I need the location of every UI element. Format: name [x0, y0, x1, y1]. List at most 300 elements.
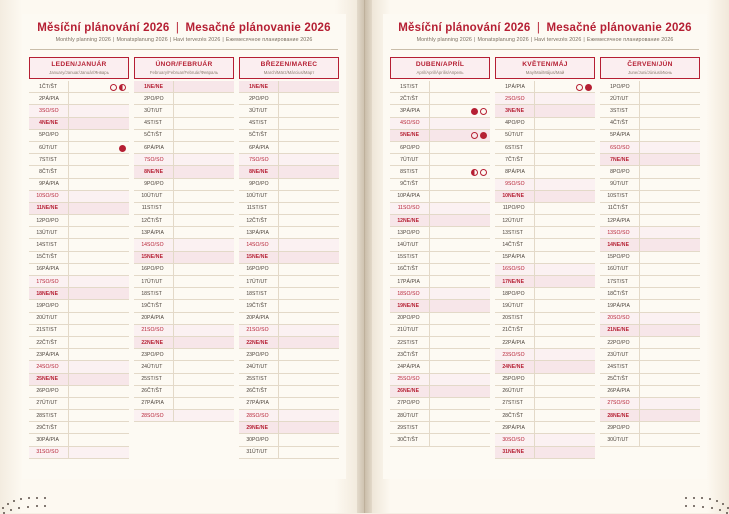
note-cell[interactable]: [69, 154, 130, 166]
table-row[interactable]: [495, 81, 595, 93]
table-row[interactable]: [495, 385, 595, 397]
table-row[interactable]: [495, 422, 595, 434]
note-cell[interactable]: [69, 93, 130, 105]
table-row[interactable]: [239, 141, 339, 153]
note-cell[interactable]: [279, 397, 340, 409]
note-cell[interactable]: [279, 300, 340, 312]
table-row[interactable]: [495, 373, 595, 385]
note-cell[interactable]: [430, 422, 491, 434]
note-cell[interactable]: [174, 251, 235, 263]
table-row[interactable]: [29, 336, 129, 348]
note-cell[interactable]: [640, 300, 701, 312]
note-cell[interactable]: [640, 312, 701, 324]
table-row[interactable]: [600, 324, 700, 336]
table-row[interactable]: [495, 239, 595, 251]
table-row[interactable]: [495, 312, 595, 324]
note-cell[interactable]: [535, 166, 596, 178]
note-cell[interactable]: [174, 312, 235, 324]
note-cell[interactable]: [69, 312, 130, 324]
note-cell[interactable]: [174, 349, 235, 361]
table-row[interactable]: [29, 263, 129, 275]
note-cell[interactable]: [640, 190, 701, 202]
table-row[interactable]: [495, 336, 595, 348]
table-row[interactable]: [600, 410, 700, 422]
table-row[interactable]: [495, 288, 595, 300]
table-row[interactable]: [495, 129, 595, 141]
note-cell[interactable]: [174, 324, 235, 336]
note-cell[interactable]: [640, 422, 701, 434]
table-row[interactable]: [390, 276, 490, 288]
note-cell[interactable]: [430, 215, 491, 227]
table-row[interactable]: [600, 215, 700, 227]
table-row[interactable]: [390, 117, 490, 129]
table-row[interactable]: [29, 446, 129, 458]
note-cell[interactable]: [430, 117, 491, 129]
table-row[interactable]: [495, 276, 595, 288]
note-cell[interactable]: [640, 227, 701, 239]
table-row[interactable]: [495, 154, 595, 166]
note-cell[interactable]: [69, 324, 130, 336]
note-cell[interactable]: [640, 105, 701, 117]
note-cell[interactable]: [69, 141, 130, 153]
table-row[interactable]: [390, 288, 490, 300]
note-cell[interactable]: [279, 154, 340, 166]
note-cell[interactable]: [174, 288, 235, 300]
note-cell[interactable]: [535, 202, 596, 214]
table-row[interactable]: [239, 178, 339, 190]
note-cell[interactable]: [535, 410, 596, 422]
note-cell[interactable]: [279, 446, 340, 458]
table-row[interactable]: [600, 178, 700, 190]
note-cell[interactable]: [279, 373, 340, 385]
table-row[interactable]: [495, 166, 595, 178]
note-cell[interactable]: [69, 215, 130, 227]
note-cell[interactable]: [535, 227, 596, 239]
note-cell[interactable]: [430, 385, 491, 397]
table-row[interactable]: [134, 202, 234, 214]
note-cell[interactable]: [69, 117, 130, 129]
note-cell[interactable]: [535, 422, 596, 434]
note-cell[interactable]: [535, 251, 596, 263]
table-row[interactable]: [239, 300, 339, 312]
note-cell[interactable]: [430, 312, 491, 324]
note-cell[interactable]: [69, 276, 130, 288]
table-row[interactable]: [600, 276, 700, 288]
note-cell[interactable]: [535, 154, 596, 166]
table-row[interactable]: [390, 349, 490, 361]
table-row[interactable]: [600, 288, 700, 300]
note-cell[interactable]: [69, 166, 130, 178]
table-row[interactable]: [134, 288, 234, 300]
table-row[interactable]: [495, 410, 595, 422]
table-row[interactable]: [239, 81, 339, 93]
table-row[interactable]: [239, 385, 339, 397]
table-row[interactable]: [390, 141, 490, 153]
table-row[interactable]: [29, 373, 129, 385]
note-cell[interactable]: [430, 190, 491, 202]
note-cell[interactable]: [174, 227, 235, 239]
table-row[interactable]: [390, 178, 490, 190]
table-row[interactable]: [134, 300, 234, 312]
table-row[interactable]: [29, 385, 129, 397]
table-row[interactable]: [239, 312, 339, 324]
table-row[interactable]: [600, 154, 700, 166]
note-cell[interactable]: [174, 336, 235, 348]
table-row[interactable]: [390, 385, 490, 397]
note-cell[interactable]: [174, 276, 235, 288]
note-cell[interactable]: [279, 190, 340, 202]
note-cell[interactable]: [174, 263, 235, 275]
note-cell[interactable]: [535, 81, 596, 93]
note-cell[interactable]: [640, 178, 701, 190]
table-row[interactable]: [600, 129, 700, 141]
note-cell[interactable]: [279, 166, 340, 178]
note-cell[interactable]: [69, 263, 130, 275]
table-row[interactable]: [495, 397, 595, 409]
table-row[interactable]: [600, 336, 700, 348]
table-row[interactable]: [239, 154, 339, 166]
note-cell[interactable]: [640, 288, 701, 300]
note-cell[interactable]: [279, 288, 340, 300]
table-row[interactable]: [600, 239, 700, 251]
table-row[interactable]: [239, 117, 339, 129]
table-row[interactable]: [239, 373, 339, 385]
table-row[interactable]: [134, 263, 234, 275]
table-row[interactable]: [390, 324, 490, 336]
table-row[interactable]: [390, 300, 490, 312]
note-cell[interactable]: [279, 324, 340, 336]
note-cell[interactable]: [174, 105, 235, 117]
note-cell[interactable]: [279, 178, 340, 190]
table-row[interactable]: [134, 336, 234, 348]
note-cell[interactable]: [535, 263, 596, 275]
table-row[interactable]: [495, 263, 595, 275]
note-cell[interactable]: [430, 251, 491, 263]
note-cell[interactable]: [279, 141, 340, 153]
table-row[interactable]: [390, 81, 490, 93]
note-cell[interactable]: [535, 324, 596, 336]
table-row[interactable]: [600, 349, 700, 361]
table-row[interactable]: [239, 215, 339, 227]
note-cell[interactable]: [430, 227, 491, 239]
note-cell[interactable]: [279, 202, 340, 214]
table-row[interactable]: [239, 93, 339, 105]
note-cell[interactable]: [174, 141, 235, 153]
note-cell[interactable]: [430, 178, 491, 190]
note-cell[interactable]: [279, 410, 340, 422]
table-row[interactable]: [495, 349, 595, 361]
note-cell[interactable]: [69, 434, 130, 446]
note-cell[interactable]: [69, 178, 130, 190]
note-cell[interactable]: [279, 349, 340, 361]
table-row[interactable]: [29, 154, 129, 166]
note-cell[interactable]: [174, 373, 235, 385]
table-row[interactable]: [134, 397, 234, 409]
table-row[interactable]: [495, 93, 595, 105]
table-row[interactable]: [495, 324, 595, 336]
table-row[interactable]: [134, 227, 234, 239]
note-cell[interactable]: [279, 105, 340, 117]
table-row[interactable]: [134, 154, 234, 166]
note-cell[interactable]: [430, 141, 491, 153]
note-cell[interactable]: [69, 397, 130, 409]
table-row[interactable]: [239, 336, 339, 348]
table-row[interactable]: [239, 129, 339, 141]
note-cell[interactable]: [279, 276, 340, 288]
table-row[interactable]: [390, 422, 490, 434]
table-row[interactable]: [239, 446, 339, 458]
table-row[interactable]: [600, 434, 700, 446]
table-row[interactable]: [390, 312, 490, 324]
table-row[interactable]: [600, 166, 700, 178]
note-cell[interactable]: [69, 227, 130, 239]
note-cell[interactable]: [430, 434, 491, 446]
table-row[interactable]: [29, 434, 129, 446]
note-cell[interactable]: [430, 154, 491, 166]
note-cell[interactable]: [640, 129, 701, 141]
note-cell[interactable]: [430, 373, 491, 385]
note-cell[interactable]: [430, 349, 491, 361]
table-row[interactable]: [134, 251, 234, 263]
table-row[interactable]: [390, 129, 490, 141]
note-cell[interactable]: [174, 300, 235, 312]
note-cell[interactable]: [430, 324, 491, 336]
table-row[interactable]: [495, 251, 595, 263]
note-cell[interactable]: [279, 129, 340, 141]
table-row[interactable]: [239, 288, 339, 300]
note-cell[interactable]: [535, 129, 596, 141]
table-row[interactable]: [495, 300, 595, 312]
table-row[interactable]: [390, 190, 490, 202]
note-cell[interactable]: [430, 166, 491, 178]
table-row[interactable]: [390, 166, 490, 178]
note-cell[interactable]: [640, 93, 701, 105]
table-row[interactable]: [134, 385, 234, 397]
note-cell[interactable]: [174, 81, 235, 93]
table-row[interactable]: [134, 190, 234, 202]
note-cell[interactable]: [69, 251, 130, 263]
table-row[interactable]: [29, 202, 129, 214]
note-cell[interactable]: [69, 190, 130, 202]
note-cell[interactable]: [535, 336, 596, 348]
note-cell[interactable]: [430, 239, 491, 251]
table-row[interactable]: [239, 263, 339, 275]
note-cell[interactable]: [430, 336, 491, 348]
note-cell[interactable]: [535, 385, 596, 397]
note-cell[interactable]: [69, 361, 130, 373]
note-cell[interactable]: [279, 312, 340, 324]
note-cell[interactable]: [69, 288, 130, 300]
note-cell[interactable]: [174, 202, 235, 214]
table-row[interactable]: [600, 81, 700, 93]
table-row[interactable]: [390, 251, 490, 263]
note-cell[interactable]: [430, 93, 491, 105]
table-row[interactable]: [495, 446, 595, 458]
note-cell[interactable]: [640, 361, 701, 373]
note-cell[interactable]: [430, 300, 491, 312]
table-row[interactable]: [390, 263, 490, 275]
table-row[interactable]: [239, 349, 339, 361]
table-row[interactable]: [600, 373, 700, 385]
table-row[interactable]: [390, 154, 490, 166]
note-cell[interactable]: [535, 105, 596, 117]
note-cell[interactable]: [535, 239, 596, 251]
note-cell[interactable]: [535, 288, 596, 300]
table-row[interactable]: [600, 202, 700, 214]
table-row[interactable]: [390, 239, 490, 251]
table-row[interactable]: [134, 410, 234, 422]
table-row[interactable]: [29, 288, 129, 300]
note-cell[interactable]: [535, 276, 596, 288]
table-row[interactable]: [134, 239, 234, 251]
table-row[interactable]: [600, 361, 700, 373]
table-row[interactable]: [29, 105, 129, 117]
note-cell[interactable]: [69, 81, 130, 93]
table-row[interactable]: [134, 312, 234, 324]
note-cell[interactable]: [69, 446, 130, 458]
table-row[interactable]: [239, 239, 339, 251]
note-cell[interactable]: [69, 202, 130, 214]
note-cell[interactable]: [535, 178, 596, 190]
note-cell[interactable]: [640, 397, 701, 409]
note-cell[interactable]: [640, 434, 701, 446]
table-row[interactable]: [239, 410, 339, 422]
note-cell[interactable]: [535, 141, 596, 153]
table-row[interactable]: [600, 385, 700, 397]
note-cell[interactable]: [430, 129, 491, 141]
note-cell[interactable]: [69, 422, 130, 434]
note-cell[interactable]: [640, 215, 701, 227]
note-cell[interactable]: [279, 263, 340, 275]
note-cell[interactable]: [279, 361, 340, 373]
note-cell[interactable]: [174, 410, 235, 422]
table-row[interactable]: [134, 178, 234, 190]
note-cell[interactable]: [69, 105, 130, 117]
note-cell[interactable]: [279, 239, 340, 251]
note-cell[interactable]: [69, 349, 130, 361]
table-row[interactable]: [390, 227, 490, 239]
note-cell[interactable]: [69, 385, 130, 397]
table-row[interactable]: [134, 81, 234, 93]
table-row[interactable]: [239, 227, 339, 239]
table-row[interactable]: [495, 361, 595, 373]
table-row[interactable]: [239, 251, 339, 263]
note-cell[interactable]: [640, 117, 701, 129]
table-row[interactable]: [239, 166, 339, 178]
note-cell[interactable]: [174, 154, 235, 166]
table-row[interactable]: [495, 227, 595, 239]
table-row[interactable]: [239, 190, 339, 202]
note-cell[interactable]: [430, 263, 491, 275]
table-row[interactable]: [29, 178, 129, 190]
table-row[interactable]: [239, 324, 339, 336]
table-row[interactable]: [29, 300, 129, 312]
table-row[interactable]: [390, 93, 490, 105]
note-cell[interactable]: [640, 410, 701, 422]
table-row[interactable]: [239, 105, 339, 117]
note-cell[interactable]: [430, 361, 491, 373]
table-row[interactable]: [600, 141, 700, 153]
table-row[interactable]: [29, 312, 129, 324]
table-row[interactable]: [29, 239, 129, 251]
note-cell[interactable]: [279, 227, 340, 239]
table-row[interactable]: [239, 397, 339, 409]
note-cell[interactable]: [174, 178, 235, 190]
note-cell[interactable]: [174, 361, 235, 373]
table-row[interactable]: [600, 397, 700, 409]
table-row[interactable]: [600, 190, 700, 202]
note-cell[interactable]: [535, 300, 596, 312]
table-row[interactable]: [29, 361, 129, 373]
note-cell[interactable]: [174, 239, 235, 251]
note-cell[interactable]: [535, 349, 596, 361]
table-row[interactable]: [495, 434, 595, 446]
table-row[interactable]: [390, 215, 490, 227]
table-row[interactable]: [495, 190, 595, 202]
note-cell[interactable]: [535, 373, 596, 385]
table-row[interactable]: [29, 166, 129, 178]
note-cell[interactable]: [279, 117, 340, 129]
note-cell[interactable]: [640, 202, 701, 214]
note-cell[interactable]: [69, 373, 130, 385]
note-cell[interactable]: [535, 190, 596, 202]
table-row[interactable]: [134, 361, 234, 373]
note-cell[interactable]: [174, 93, 235, 105]
note-cell[interactable]: [430, 410, 491, 422]
table-row[interactable]: [390, 434, 490, 446]
table-row[interactable]: [495, 178, 595, 190]
table-row[interactable]: [29, 215, 129, 227]
note-cell[interactable]: [279, 81, 340, 93]
note-cell[interactable]: [640, 349, 701, 361]
note-cell[interactable]: [640, 141, 701, 153]
table-row[interactable]: [29, 117, 129, 129]
note-cell[interactable]: [69, 300, 130, 312]
table-row[interactable]: [495, 202, 595, 214]
note-cell[interactable]: [174, 117, 235, 129]
table-row[interactable]: [495, 215, 595, 227]
table-row[interactable]: [29, 190, 129, 202]
note-cell[interactable]: [640, 263, 701, 275]
note-cell[interactable]: [430, 202, 491, 214]
table-row[interactable]: [600, 263, 700, 275]
note-cell[interactable]: [430, 276, 491, 288]
note-cell[interactable]: [640, 166, 701, 178]
table-row[interactable]: [134, 276, 234, 288]
table-row[interactable]: [600, 251, 700, 263]
note-cell[interactable]: [640, 251, 701, 263]
table-row[interactable]: [600, 227, 700, 239]
table-row[interactable]: [134, 93, 234, 105]
table-row[interactable]: [495, 141, 595, 153]
table-row[interactable]: [29, 324, 129, 336]
table-row[interactable]: [600, 93, 700, 105]
note-cell[interactable]: [174, 397, 235, 409]
note-cell[interactable]: [535, 446, 596, 458]
table-row[interactable]: [390, 105, 490, 117]
note-cell[interactable]: [535, 117, 596, 129]
table-row[interactable]: [390, 397, 490, 409]
table-row[interactable]: [600, 422, 700, 434]
note-cell[interactable]: [174, 129, 235, 141]
note-cell[interactable]: [640, 324, 701, 336]
note-cell[interactable]: [535, 361, 596, 373]
note-cell[interactable]: [279, 251, 340, 263]
table-row[interactable]: [29, 141, 129, 153]
note-cell[interactable]: [535, 312, 596, 324]
note-cell[interactable]: [430, 288, 491, 300]
table-row[interactable]: [390, 361, 490, 373]
